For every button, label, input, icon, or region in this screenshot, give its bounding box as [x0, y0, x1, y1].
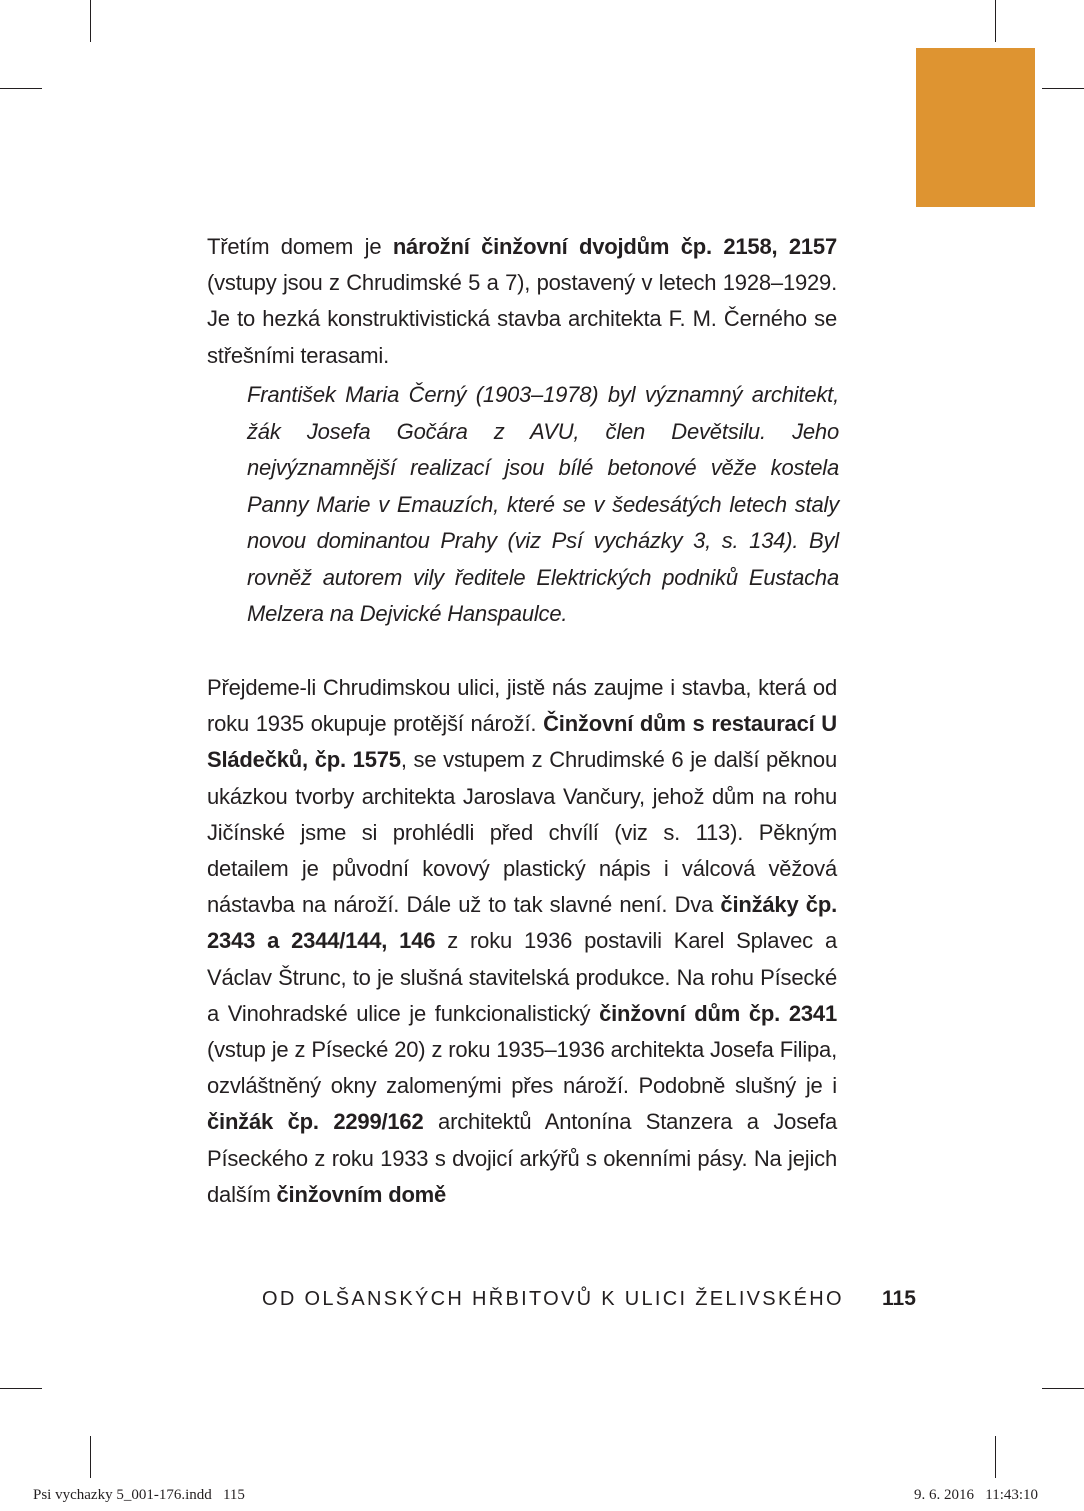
crop-mark — [0, 1388, 42, 1389]
print-slug-file: Psi vychazky 5_001-176.indd 115 — [33, 1487, 245, 1503]
crop-mark — [1042, 88, 1084, 89]
crop-mark — [90, 0, 91, 42]
crop-mark — [995, 0, 996, 42]
running-title: OD OLŠANSKÝCH HŘBITOVŮ K ULICI ŽELIVSKÉHO — [262, 1288, 844, 1310]
crop-mark — [1042, 1388, 1084, 1389]
crop-mark — [995, 1436, 996, 1478]
print-slug-datetime: 9. 6. 2016 11:43:10 — [914, 1487, 1039, 1503]
page-number: 115 — [882, 1287, 916, 1310]
crop-mark — [0, 88, 42, 89]
crop-mark — [90, 1436, 91, 1478]
paragraph-2: Přejdeme-li Chrudimskou ulici, jistě nás zaujme i stavba, která od roku 1935 okupuje protější nároží. Činžovní dům s restaurací U Sládečků, čp. 1575, se vstupem z Chrudimské 6 je další pěknou ukázkou tvorby architekta Jaroslava Vančury, jehož dům na rohu Jičínské jsme si prohlédli před chvílí (viz s. 113). Pěkným detailem je původní kovový plastický nápis i válcová věžová nástavba na nároží. Dále už to tak slavné není. Dva činžáky čp. 2343 a 2344/144, 146 z roku 1936 postavili Karel Splavec a Václav Štrunc, to je slušná stavitelská produkce. Na rohu Písecké a Vinohradské ulice je funkcionalistický činžovní dům čp. 2341 (vstup je z Písecké 20) z roku 1935–1936 architekta Josefa Filipa, ozvláštněný okny zalomenými přes nároží. Podobně slušný je i činžák čp. 2299/162 architektů Antonína Stanzera a Josefa Píseckého z roku 1933 s dvojicí arkýřů s okenními pásy. Na jejich dalším činžovním domě — [207, 675, 837, 1207]
chapter-tab — [916, 48, 1035, 207]
paragraph-1: Třetím domem je nárožní činžovní dvojdům čp. 2158, 2157 (vstupy jsou z Chrudimské 5 a 7), postavený v letech 1928–1929. Je to hezká konstruktivistická stavba architekta F. M. Černého se střešními terasami. — [207, 234, 837, 368]
architect-note: František Maria Černý (1903–1978) byl významný architekt, žák Josefa Gočára z AVU, člen Devětsilu. Jeho nejvýznamnější realizací jsou bílé betonové věže kostela Panny Marie v Emauzích, které se v šedesátých letech staly novou dominantou Prahy (viz Psí vycházky 3, s. 134). Byl rovněž autorem vily ředitele Elektrických podniků Eustacha Melzera na Dejvické Hanspaulce. — [247, 382, 839, 626]
